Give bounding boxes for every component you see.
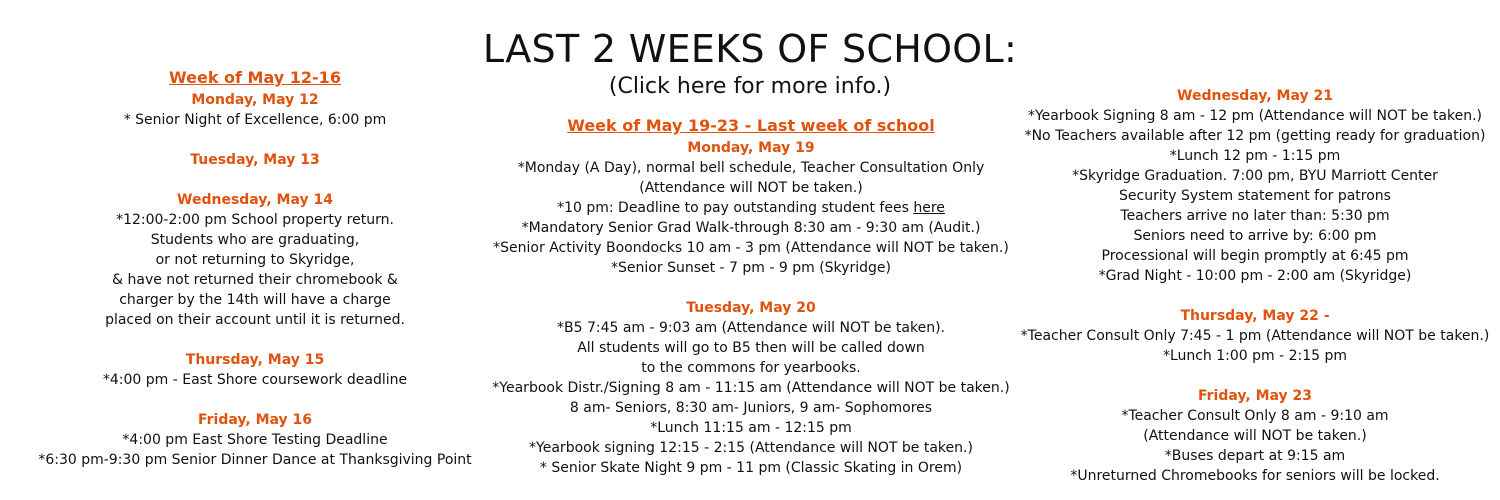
event-line: *Unreturned Chromebooks for seniors will be locked. bbox=[1070, 468, 1440, 484]
day-heading-thursday-may-15: Thursday, May 15 bbox=[185, 352, 325, 368]
event-line: to the commons for yearbooks. bbox=[641, 360, 861, 376]
event-line: *Yearbook Signing 8 am - 12 pm (Attendance will NOT be taken.) bbox=[1027, 108, 1483, 124]
event-line: (Attendance will NOT be taken.) bbox=[639, 180, 863, 196]
event-line: Processional will begin promptly at 6:45 pm bbox=[1101, 248, 1409, 264]
event-line: *Teacher Consult Only 8 am - 9:10 am bbox=[1121, 408, 1389, 424]
event-line: *Teacher Consult Only 7:45 - 1 pm (Attendance will NOT be taken.) bbox=[1020, 328, 1490, 344]
week2-column bbox=[492, 114, 1010, 478]
day-heading-wednesday-may-14: Wednesday, May 14 bbox=[177, 192, 333, 208]
fees-deadline-text: *10 pm: Deadline to pay outstanding student fees bbox=[557, 200, 914, 216]
event-line: *Monday (A Day), normal bell schedule, Teacher Consultation Only bbox=[517, 160, 985, 176]
event-line: *4:00 pm - East Shore coursework deadline bbox=[102, 372, 408, 388]
day-heading-tuesday-may-20: Tuesday, May 20 bbox=[686, 300, 816, 316]
day-heading-tuesday-may-13: Tuesday, May 13 bbox=[190, 152, 320, 168]
week1-column bbox=[0, 66, 510, 470]
event-line: *Mandatory Senior Grad Walk-through 8:30 am - 9:30 am (Audit.) bbox=[521, 220, 981, 236]
event-line: *Yearbook signing 12:15 - 2:15 (Attendance will NOT be taken.) bbox=[529, 440, 973, 456]
event-line: *Lunch 12 pm - 1:15 pm bbox=[1169, 148, 1341, 164]
day-heading-thursday-may-22: Thursday, May 22 - bbox=[1180, 308, 1330, 324]
event-line: Security System statement for patrons bbox=[1119, 188, 1391, 204]
event-line: Students who are graduating, bbox=[150, 232, 360, 248]
event-line: *6:30 pm-9:30 pm Senior Dinner Dance at Thanksgiving Point bbox=[38, 452, 472, 468]
day-heading-monday-may-12: Monday, May 12 bbox=[191, 92, 319, 108]
event-line: & have not returned their chromebook & bbox=[112, 272, 398, 288]
event-line: *Buses depart at 9:15 am bbox=[1164, 448, 1346, 464]
event-line: *Senior Activity Boondocks 10 am - 3 pm (Attendance will NOT be taken.) bbox=[493, 240, 1009, 256]
event-line: *Grad Night - 10:00 pm - 2:00 am (Skyridge) bbox=[1098, 268, 1412, 284]
event-line: * Senior Skate Night 9 pm - 11 pm (Classic Skating in Orem) bbox=[539, 460, 963, 476]
event-line: *Senior Sunset - 7 pm - 9 pm (Skyridge) bbox=[611, 260, 891, 276]
page-title: LAST 2 WEEKS OF SCHOOL: bbox=[482, 27, 1018, 71]
event-line: All students will go to B5 then will be called down bbox=[577, 340, 925, 356]
event-line: *B5 7:45 am - 9:03 am (Attendance will NOT be taken). bbox=[556, 320, 946, 336]
event-line: Seniors need to arrive by: 6:00 pm bbox=[1133, 228, 1377, 244]
pay-fees-link[interactable]: here bbox=[913, 200, 945, 216]
week2-column-continued bbox=[1010, 86, 1500, 486]
week1-heading[interactable]: Week of May 12-16 bbox=[169, 68, 341, 87]
event-line: charger by the 14th will have a charge bbox=[119, 292, 391, 308]
more-info-link[interactable]: (Click here for more info.) bbox=[608, 74, 892, 99]
event-line: *12:00-2:00 pm School property return. bbox=[116, 212, 394, 228]
event-line: *Lunch 11:15 am - 12:15 pm bbox=[650, 420, 852, 436]
event-line: or not returning to Skyridge, bbox=[155, 252, 355, 268]
day-heading-friday-may-16: Friday, May 16 bbox=[197, 412, 313, 428]
event-line: Teachers arrive no later than: 5:30 pm bbox=[1120, 208, 1390, 224]
event-line: * Senior Night of Excellence, 6:00 pm bbox=[123, 112, 387, 128]
event-line: 8 am- Seniors, 8:30 am- Juniors, 9 am- Sophomores bbox=[569, 400, 933, 416]
event-line: placed on their account until it is returned. bbox=[105, 312, 405, 328]
day-heading-friday-may-23: Friday, May 23 bbox=[1197, 388, 1313, 404]
event-line-fees bbox=[492, 198, 1010, 218]
week2-heading[interactable]: Week of May 19-23 - Last week of school bbox=[567, 116, 935, 135]
event-line: *4:00 pm East Shore Testing Deadline bbox=[122, 432, 388, 448]
event-line: *No Teachers available after 12 pm (getting ready for graduation) bbox=[1024, 128, 1486, 144]
day-heading-monday-may-19: Monday, May 19 bbox=[687, 140, 815, 156]
event-line: *Skyridge Graduation. 7:00 pm, BYU Marriott Center bbox=[1072, 168, 1438, 184]
event-line: *Yearbook Distr./Signing 8 am - 11:15 am (Attendance will NOT be taken.) bbox=[492, 380, 1010, 396]
day-heading-wednesday-may-21: Wednesday, May 21 bbox=[1177, 88, 1333, 104]
event-line: (Attendance will NOT be taken.) bbox=[1143, 428, 1367, 444]
event-line: *Lunch 1:00 pm - 2:15 pm bbox=[1162, 348, 1348, 364]
